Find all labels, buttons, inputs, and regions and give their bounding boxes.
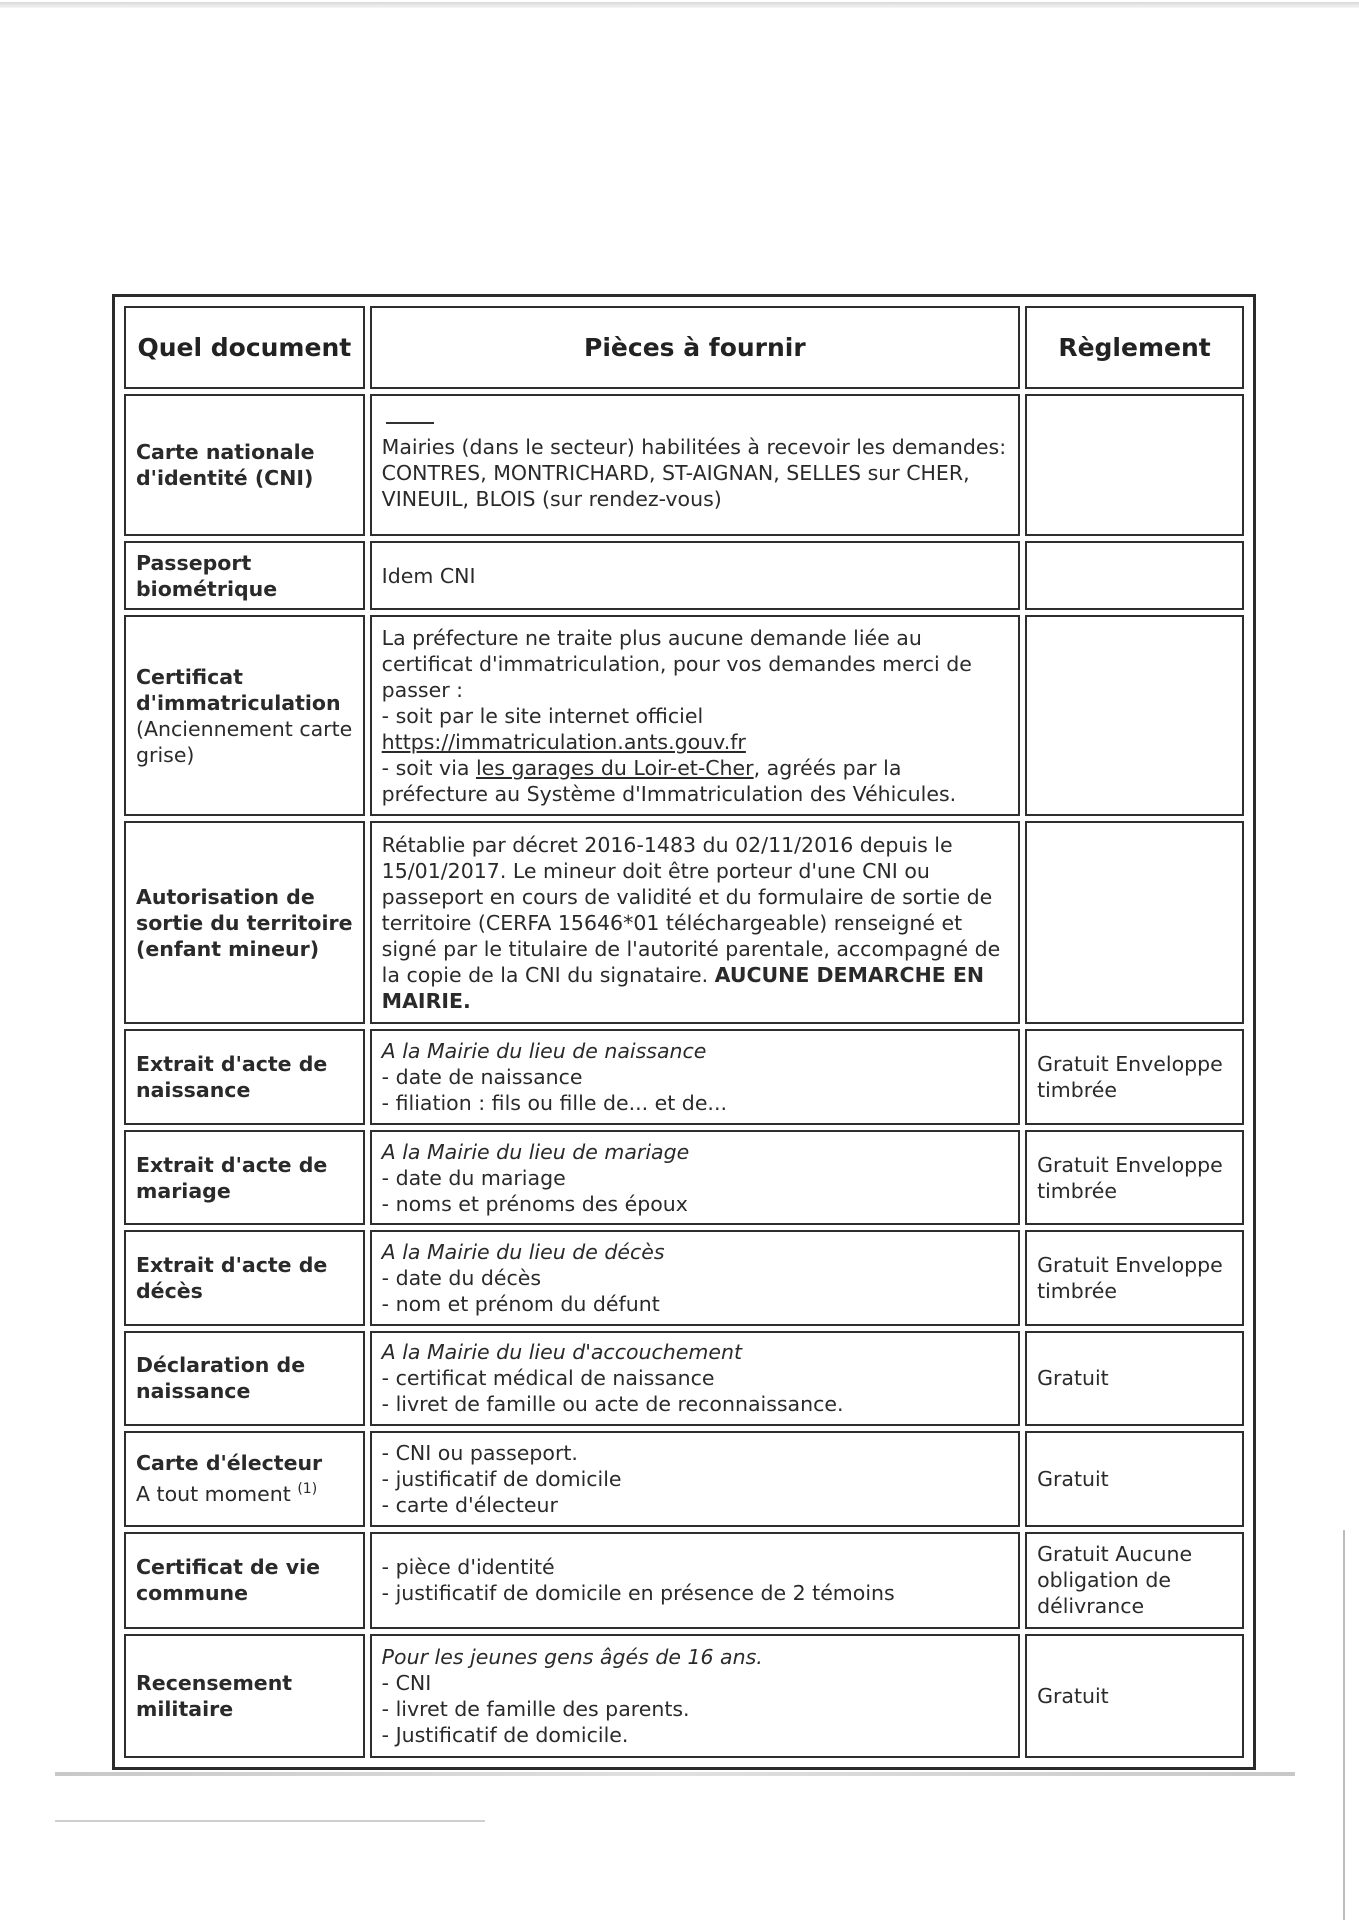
- doc-cell: [124, 1230, 365, 1325]
- pieces-text: - carte d'électeur: [381, 1492, 558, 1517]
- doc-title: Carte d'électeur: [136, 1451, 323, 1476]
- doc-cell: [124, 1029, 365, 1124]
- table-row-sortie-territoire: [124, 821, 1244, 1024]
- pieces-cell: [370, 541, 1020, 610]
- table-row-acte-mariage: [124, 1130, 1244, 1225]
- pieces-text: - noms et prénoms des époux: [381, 1191, 688, 1216]
- doc-title: Certificat d'immatriculation: [136, 664, 341, 715]
- pieces-italic: Pour les jeunes gens âgés de 16 ans.: [381, 1645, 763, 1670]
- reglement-cell: Gratuit: [1025, 1634, 1244, 1758]
- doc-subtitle: (Anciennement carte grise): [136, 716, 353, 767]
- doc-title: Déclaration de naissance: [136, 1353, 306, 1404]
- pieces-cell: [370, 821, 1020, 1024]
- pieces-text: - soit par le site internet officiel: [381, 703, 704, 728]
- doc-cell: [124, 1634, 365, 1758]
- pieces-text: - nom et prénom du défunt: [381, 1292, 660, 1317]
- doc-title: Extrait d'acte de mariage: [136, 1152, 328, 1203]
- pieces-text: - justificatif de domicile en présence de 2 témoins: [381, 1581, 895, 1606]
- pieces-cell: [370, 1029, 1020, 1124]
- pieces-text: - date du décès: [381, 1266, 542, 1291]
- pieces-cell: [370, 1634, 1020, 1758]
- scan-edge-top: [0, 2, 1359, 8]
- pieces-cell: [370, 394, 1020, 536]
- table-row-immatriculation: [124, 615, 1244, 816]
- pieces-text: - CNI ou passeport.: [381, 1440, 578, 1465]
- pieces-text: Mairies (dans le secteur) habilitées à recevoir les demandes: CONTRES, MONTRICHARD, ST-AIGNAN, SELLES sur CHER, VINEUIL, BLOIS (sur rendez-vous): [381, 435, 1007, 512]
- doc-cell: [124, 541, 365, 610]
- pieces-cell: [370, 1130, 1020, 1225]
- table-row-cni: [124, 394, 1244, 536]
- doc-cell: [124, 821, 365, 1024]
- pieces-text: - Justificatif de domicile.: [381, 1723, 629, 1748]
- table-row-recensement: [124, 1634, 1244, 1758]
- table-row-passeport: [124, 541, 1244, 610]
- table-row-vie-commune: [124, 1532, 1244, 1629]
- doc-cell: [124, 1331, 365, 1426]
- ants-link[interactable]: https://immatriculation.ants.gouv.fr: [381, 729, 746, 754]
- reglement-cell: [1025, 821, 1244, 1024]
- pieces-text: - pièce d'identité: [381, 1555, 555, 1580]
- pieces-italic: A la Mairie du lieu de décès: [381, 1240, 665, 1265]
- pieces-text: - CNI: [381, 1671, 432, 1696]
- pieces-italic: A la Mairie du lieu de naissance: [381, 1039, 707, 1064]
- garages-link[interactable]: les garages du Loir-et-Cher: [475, 755, 754, 780]
- doc-title: Autorisation de sortie du territoire (enfant mineur): [136, 884, 353, 961]
- pieces-cell: [370, 1431, 1020, 1526]
- pieces-text: - justificatif de domicile: [381, 1466, 622, 1491]
- reglement-cell: Gratuit Enveloppe timbrée: [1025, 1130, 1244, 1225]
- reglement-cell: [1025, 615, 1244, 816]
- table-row-acte-naissance: [124, 1029, 1244, 1124]
- pieces-text: - certificat médical de naissance: [381, 1366, 715, 1391]
- header-reglement: Règlement: [1025, 306, 1244, 389]
- header-quel-document: Quel document: [124, 306, 365, 389]
- pieces-italic: A la Mairie du lieu de mariage: [381, 1139, 690, 1164]
- reglement-cell: [1025, 541, 1244, 610]
- pieces-cell: [370, 615, 1020, 816]
- pieces-text-part: - soit via: [381, 755, 476, 780]
- pieces-text: - livret de famille ou acte de reconnaissance.: [381, 1392, 844, 1417]
- pieces-text: - filiation : fils ou fille de... et de...: [381, 1091, 727, 1116]
- pieces-text-part: , agréés par la préfecture au Système d'Immatriculation des Véhicules.: [381, 755, 957, 806]
- table-row-carte-electeur: [124, 1431, 1244, 1526]
- pieces-cell: [370, 1331, 1020, 1426]
- reglement-cell: Gratuit Enveloppe timbrée: [1025, 1029, 1244, 1124]
- doc-title: Certificat de vie commune: [136, 1555, 321, 1606]
- pieces-italic: A la Mairie du lieu d'accouchement: [381, 1340, 742, 1365]
- scan-edge-bottom-line: [55, 1820, 485, 1822]
- table-row-declaration-naissance: [124, 1331, 1244, 1426]
- doc-title: Carte nationale d'identité (CNI): [136, 440, 315, 491]
- scan-edge-right: [1343, 1530, 1345, 1920]
- documents-table: [119, 301, 1249, 1763]
- header-row: [124, 306, 1244, 389]
- doc-cell: [124, 1532, 365, 1629]
- doc-title: Extrait d'acte de naissance: [136, 1052, 328, 1103]
- doc-title: Extrait d'acte de décès: [136, 1253, 328, 1304]
- pieces-text: - date du mariage: [381, 1165, 566, 1190]
- doc-subtitle: [136, 1476, 353, 1507]
- doc-cell: [124, 615, 365, 816]
- pieces-text: - livret de famille des parents.: [381, 1697, 690, 1722]
- pieces-text: Idem CNI: [381, 563, 476, 588]
- pieces-text: [382, 755, 1008, 807]
- reglement-cell: Gratuit Aucune obligation de délivrance: [1025, 1532, 1244, 1629]
- pieces-cell: [370, 1230, 1020, 1325]
- header-pieces-a-fournir: Pièces à fournir: [370, 306, 1020, 389]
- doc-cell: [124, 394, 365, 536]
- pieces-cell: [370, 1532, 1020, 1629]
- reglement-cell: [1025, 394, 1244, 536]
- blank-mark: [386, 422, 434, 424]
- doc-cell: [124, 1431, 365, 1526]
- reglement-cell: Gratuit: [1025, 1431, 1244, 1526]
- reglement-cell: Gratuit Enveloppe timbrée: [1025, 1230, 1244, 1325]
- pieces-bold-text: AUCUNE DEMARCHE EN MAIRIE.: [381, 962, 985, 1013]
- doc-subtitle-text: A tout moment: [136, 1482, 291, 1507]
- table-row-acte-deces: [124, 1230, 1244, 1325]
- pieces-text: Rétablie par décret 2016-1483 du 02/11/2016 depuis le 15/01/2017. Le mineur doit être porteur d'une CNI ou passeport en cours de validité et du formulaire de sortie de territoire (CERFA 15646*01 téléchargeable) renseigné et signé par le titulaire de l'autorité parentale, accompagné de la copie de la CNI du signataire.: [381, 832, 1001, 987]
- doc-title: Recensement militaire: [136, 1671, 293, 1722]
- scan-edge-bottom: [55, 1772, 1295, 1776]
- documents-table-frame: [112, 294, 1256, 1770]
- reglement-cell: Gratuit: [1025, 1331, 1244, 1426]
- doc-cell: [124, 1130, 365, 1225]
- footnote-mark: (1): [297, 1481, 318, 1498]
- pieces-text: La préfecture ne traite plus aucune demande liée au certificat d'immatriculation, pour vos demandes merci de passer :: [381, 625, 972, 702]
- pieces-text: - date de naissance: [381, 1065, 583, 1090]
- doc-title: Passeport biométrique: [136, 550, 278, 601]
